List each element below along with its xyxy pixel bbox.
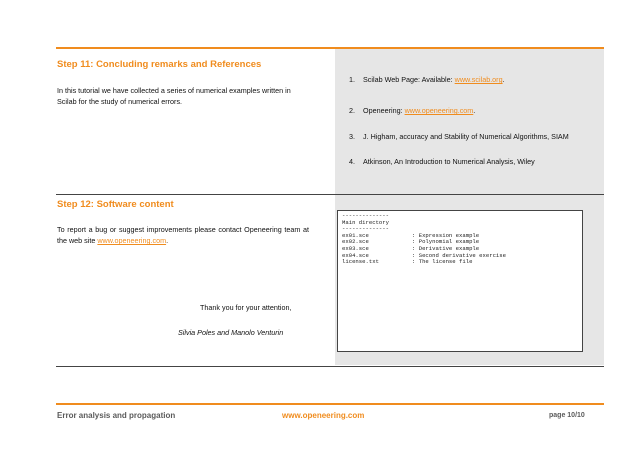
step11-title: Step 11: Concluding remarks and References bbox=[57, 59, 262, 70]
reference-number: 3. bbox=[349, 132, 355, 141]
footer-page-number: page 10/10 bbox=[549, 412, 585, 419]
step11-text: In this tutorial we have collected a series of numerical examples written in Scilab for the study of numerical errors. bbox=[57, 86, 291, 106]
thanks-text: Thank you for your attention, bbox=[200, 303, 292, 312]
openeering-website-link[interactable]: www.openeering.com bbox=[97, 236, 167, 245]
file-name: ex02.sce bbox=[342, 238, 369, 246]
reference-number: 4. bbox=[349, 157, 355, 166]
file-name: ex04.sce bbox=[342, 251, 369, 259]
file-name: ex03.sce bbox=[342, 244, 369, 252]
reference-item-2 bbox=[349, 106, 599, 116]
file-name: ex01.sce bbox=[342, 231, 369, 239]
footer-title: Error analysis and propagation bbox=[57, 411, 176, 420]
openeering-link[interactable]: www.openeering.com bbox=[404, 106, 474, 115]
footer-website-link[interactable]: www.openeering.com bbox=[282, 411, 365, 420]
code-listing bbox=[337, 210, 583, 352]
reference-item-1 bbox=[349, 75, 599, 85]
file-description: : The license file bbox=[412, 258, 473, 266]
reference-number: 1. bbox=[349, 75, 355, 84]
reference-text: J. Higham, accuracy and Stability of Numerical Algorithms, SIAM bbox=[363, 132, 569, 141]
reference-item-3 bbox=[349, 132, 599, 142]
reference-number: 2. bbox=[349, 106, 355, 115]
file-description: : Derivative example bbox=[412, 244, 480, 252]
reference-text: Openeering: bbox=[363, 106, 405, 115]
scilab-link[interactable]: www.scilab.org bbox=[454, 75, 503, 84]
reference-text: Atkinson, An Introduction to Numerical Analysis, Wiley bbox=[363, 157, 535, 166]
code-heading: Main directory bbox=[342, 218, 389, 226]
bottom-orange-rule bbox=[56, 403, 604, 405]
step12-title: Step 12: Software content bbox=[57, 199, 174, 210]
references-panel bbox=[335, 49, 604, 194]
reference-text: Scilab Web Page: Available: bbox=[363, 75, 455, 84]
code-separator: -------------- bbox=[342, 212, 389, 219]
file-description: : Polynomial example bbox=[412, 238, 480, 246]
file-description: : Second derivative exercise bbox=[412, 251, 506, 259]
code-file-row bbox=[342, 259, 578, 266]
step12-text bbox=[57, 224, 309, 246]
reference-suffix: . bbox=[473, 106, 476, 115]
file-name: license.txt bbox=[342, 258, 379, 266]
code-separator: -------------- bbox=[342, 225, 389, 233]
file-description: : Expression example bbox=[412, 231, 480, 239]
step12-body: To report a bug or suggest improvements please contact Openeering team at the web site bbox=[57, 225, 309, 245]
reference-item-4 bbox=[349, 157, 599, 167]
authors-text: Silvia Poles and Manolo Venturin bbox=[178, 328, 284, 337]
section-end-divider bbox=[56, 366, 604, 367]
reference-suffix: . bbox=[502, 75, 505, 84]
step12-suffix: . bbox=[166, 236, 169, 245]
